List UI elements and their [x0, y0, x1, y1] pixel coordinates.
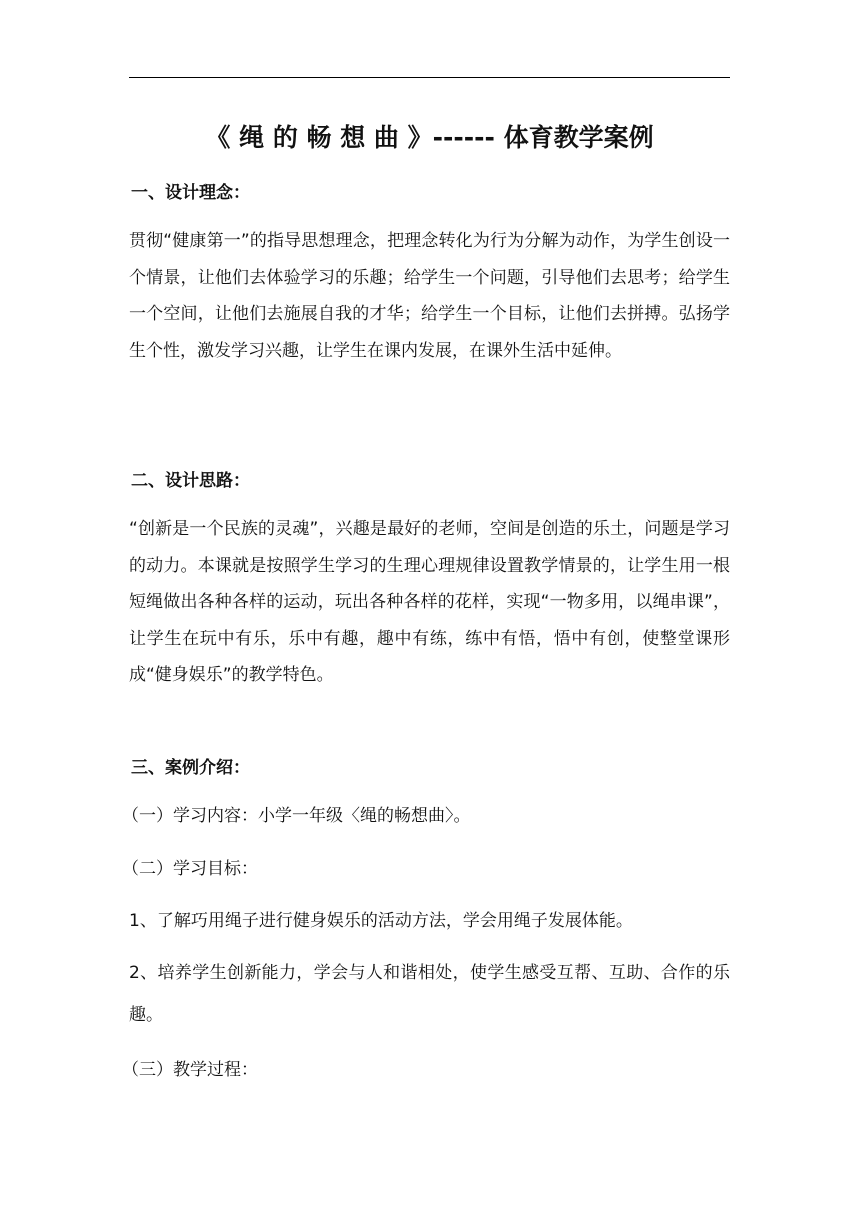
teaching-process-heading: （三）教学过程： [122, 1060, 258, 1080]
section-body-design-concept: 贯彻“健康第一”的指导思想理念，把理念转化为行为分解为动作，为学生创设一个情景，让他们去体验学习的乐趣；给学生一个问题，引导他们去思考；给学生一个空间，让他们去施展自我的才华；给学生一个目标，让他们去拼搏。弘扬学生个性，激发学习兴趣，让学生在课内发展，在课外生活中延伸。 [129, 231, 730, 361]
document-title: 《 绳 的 畅 想 曲 》------ 体育教学案例 [205, 123, 654, 152]
learning-goal-1: 1、了解巧用绳子进行健身娱乐的活动方法，学会用绳子发展体能。 [129, 911, 633, 931]
section-body-design-approach: “创新是一个民族的灵魂”，兴趣是最好的老师，空间是创造的乐土，问题是学习的动力。本课就是按照学生学习的生理心理规律设置教学情景的，让学生用一根短绳做出各种各样的运动，玩出各种各样的花样，实现“一物多用，以绳串课”，让学生在玩中有乐，乐中有趣，趣中有练，练中有悟，悟中有创，使整堂课形成“健身娱乐”的教学特色。 [129, 519, 730, 685]
learning-goals-heading: （二）学习目标： [122, 859, 258, 879]
header-rule [129, 77, 730, 78]
learning-goal-2: 2、培养学生创新能力，学会与人和谐相处，使学生感受互帮、互助、合作的乐趣。 [129, 963, 730, 1025]
learning-content-line: （一）学习内容：小学一年级〈绳的畅想曲〉。 [122, 806, 471, 826]
section-heading-design-approach: 二、设计思路： [131, 471, 250, 491]
section-heading-case-intro: 三、案例介绍： [131, 758, 250, 778]
section-heading-design-concept: 一、设计理念： [131, 183, 250, 203]
